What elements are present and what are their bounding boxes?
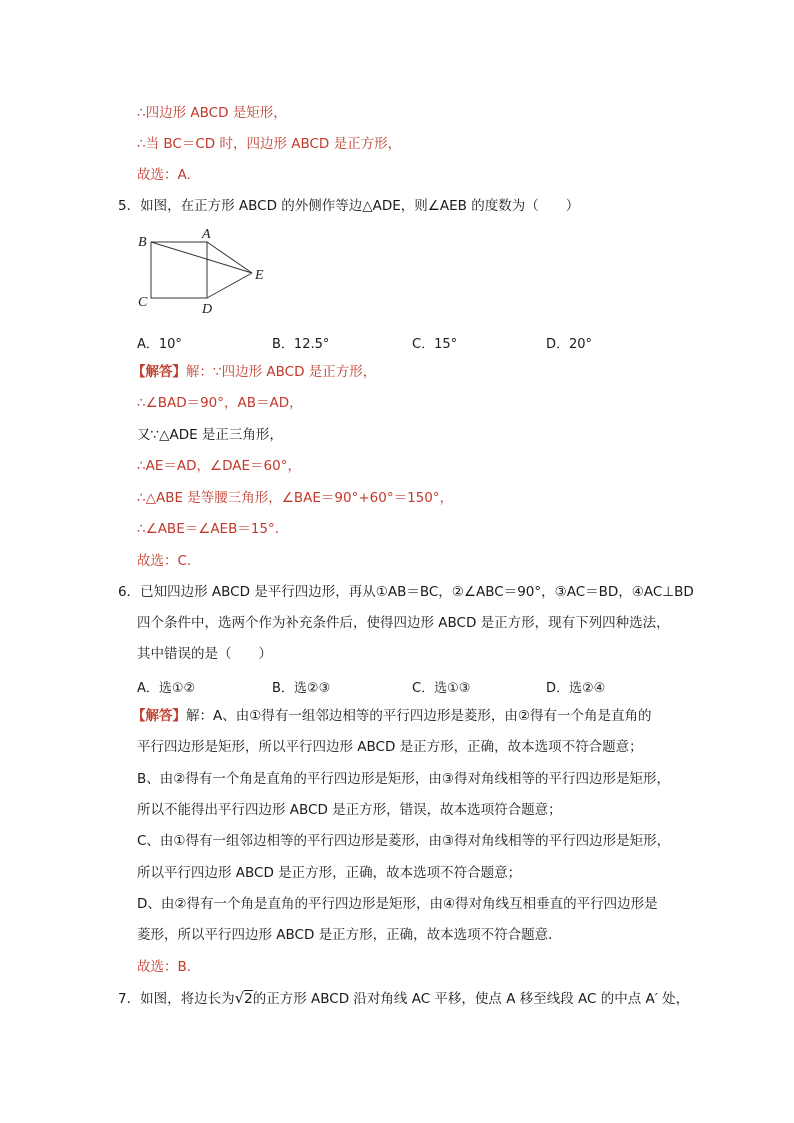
q5-stem: 5．如图，在正方形 ABCD 的外侧作等边△ADE，则∠AEB 的度数为（ ） (118, 198, 580, 214)
segment-de (207, 273, 252, 298)
prev-solution-line-2: ∴当 BC＝CD 时，四边形 ABCD 是正方形， (137, 136, 402, 152)
q6-solution-line-5: C、由①得有一组邻边相等的平行四边形是菱形，由③得对角线相等的平行四边形是矩形， (137, 833, 671, 849)
label-c: C (138, 295, 148, 310)
q5-solution-line-1: 【解答】解：∵四边形 ABCD 是正方形， (132, 364, 377, 380)
q6-solution-line-3: B、由②得有一个角是直角的平行四边形是矩形，由③得对角线相等的平行四边形是矩形， (137, 771, 670, 787)
q5-option-d: D．20° (546, 337, 593, 352)
label-d: D (202, 302, 213, 317)
q5-option-a: A．10° (137, 337, 182, 352)
q6-stem-line-1: 6．已知四边形 ABCD 是平行四边形，再从①AB＝BC，②∠ABC＝90°，③AC＝BD，④AC⊥BD (118, 584, 694, 600)
q6-solution-line-8: 菱形，所以平行四边形 ABCD 是正方形，正确，故本选项不符合题意． (137, 927, 562, 943)
q5-option-b: B．12.5° (272, 337, 330, 352)
q6-option-d: D．选②④ (546, 681, 606, 696)
q5-solution-line-6: ∴∠ABE＝∠AEB＝15°． (137, 521, 289, 537)
q6-option-a: A．选①② (137, 681, 196, 696)
q6-stem-line-3: 其中错误的是（ ） (137, 646, 272, 662)
q5-solution-line-3: 又∵△ADE 是正三角形， (137, 427, 283, 443)
q5-solution-line-5: ∴△ABE 是等腰三角形，∠BAE＝90°+60°＝150°， (137, 490, 454, 506)
prev-answer: 故选：A. (137, 167, 191, 183)
q5-solution-line-2: ∴∠BAD＝90°，AB＝AD， (137, 395, 303, 411)
label-a: A (202, 227, 211, 242)
label-b: B (138, 235, 147, 250)
sqrt-symbol: √ (234, 989, 245, 1007)
q6-option-b: B．选②③ (272, 681, 331, 696)
q5-option-c: C．15° (412, 337, 458, 352)
q6-solution-line-6: 所以平行四边形 ABCD 是正方形，正确，故本选项不符合题意； (137, 865, 522, 881)
sqrt-radicand: 2 (244, 991, 253, 1007)
label-e: E (255, 268, 264, 283)
q6-solution-line-1: 【解答】解：A、由①得有一组邻边相等的平行四边形是菱形，由②得有一个角是直角的 (132, 708, 652, 724)
q6-stem-line-2: 四个条件中，选两个作为补充条件后，使得四边形 ABCD 是正方形，现有下列四种选法， (137, 615, 670, 631)
q7-stem: 7．如图，将边长为√2的正方形 ABCD 沿对角线 AC 平移，使点 A 移至线段 AC 的中点 A′ 处， (118, 989, 690, 1007)
solution-tag: 【解答】 (132, 364, 186, 380)
q6-option-c: C．选①③ (412, 681, 471, 696)
prev-solution-line-1: ∴四边形 ABCD 是矩形， (137, 105, 287, 121)
q5-answer: 故选：C. (137, 553, 192, 569)
q6-solution-line-4: 所以不能得出平行四边形 ABCD 是正方形，错误，故本选项符合题意； (137, 802, 562, 818)
solution-tag: 【解答】 (132, 708, 186, 724)
q6-solution-line-7: D、由②得有一个角是直角的平行四边形是矩形，由④得对角线互相垂直的平行四边形是 (137, 896, 658, 912)
segment-be (151, 242, 252, 273)
q6-answer: 故选：B. (137, 959, 192, 975)
q6-solution-line-2: 平行四边形是矩形，所以平行四边形 ABCD 是正方形，正确，故本选项不符合题意； (137, 739, 643, 755)
segment-ae (207, 242, 252, 273)
q5-solution-line-4: ∴AE＝AD，∠DAE＝60°， (137, 458, 301, 474)
q5-figure (132, 226, 282, 326)
